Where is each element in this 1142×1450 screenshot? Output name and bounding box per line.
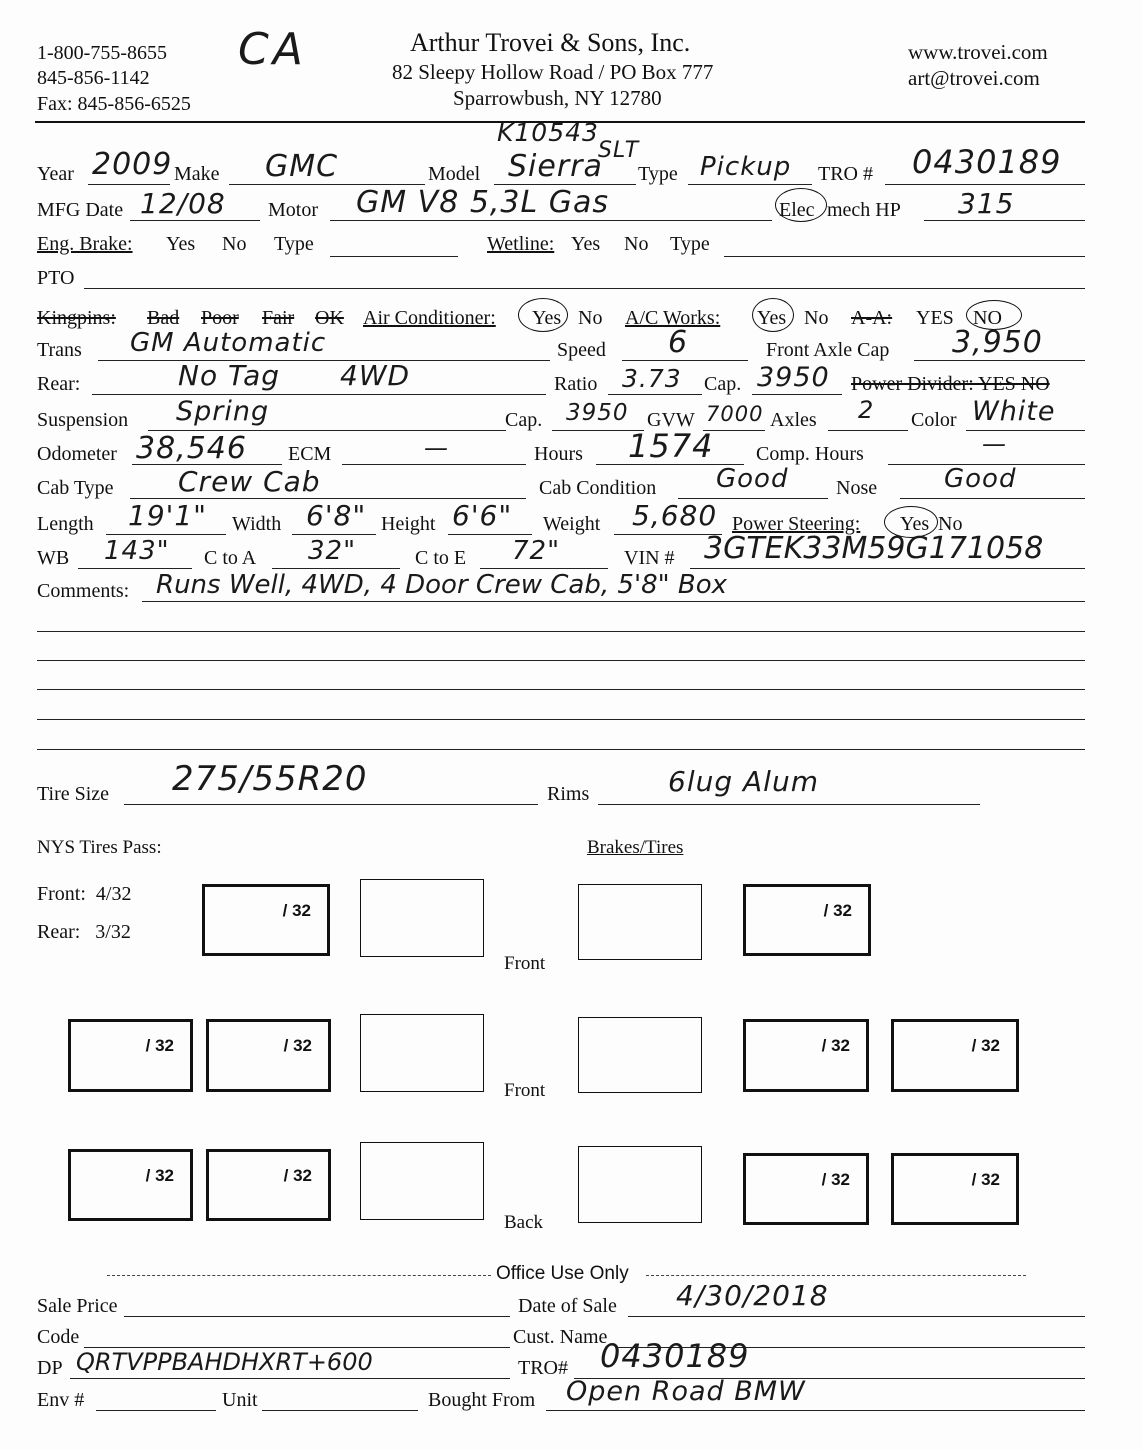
model-code: K10543 — [497, 118, 599, 147]
width-line — [292, 534, 376, 535]
tire-box-mid-left-outer[interactable] — [68, 1019, 193, 1092]
comments-line-1 — [142, 601, 1085, 602]
speed-value[interactable]: 6 — [668, 325, 689, 360]
tire-box-back-left-inner[interactable] — [206, 1149, 331, 1221]
comp-hours-label: Comp. Hours — [756, 443, 864, 465]
office-use-only-heading: Office Use Only — [496, 1263, 629, 1284]
motor-line — [330, 220, 772, 221]
company-name: Arthur Trovei & Sons, Inc. — [410, 28, 691, 57]
office-divider-right — [646, 1275, 1026, 1276]
susp-cap-label: Cap. — [505, 409, 543, 431]
length-value[interactable]: 19'1" — [128, 499, 208, 532]
mfg-date-label: MFG Date — [37, 199, 124, 221]
trans-value[interactable]: GM Automatic — [130, 328, 327, 358]
vin-line — [690, 568, 1085, 569]
tro-line — [885, 184, 1085, 185]
phone-1: 1-800-755-8655 — [37, 42, 167, 64]
axles-value[interactable]: 2 — [858, 396, 875, 424]
c-to-a-label: C to A — [204, 547, 257, 569]
office-divider-left — [107, 1275, 491, 1276]
kingpins-label: Kingpins: — [37, 307, 116, 329]
ac-works-yes[interactable]: Yes — [757, 307, 787, 329]
bought-from-line — [546, 1410, 1085, 1411]
ac-no[interactable]: No — [578, 307, 603, 329]
brake-box-front-left[interactable] — [360, 879, 484, 957]
power-steering-no[interactable]: No — [938, 513, 963, 535]
front-label-1: Front — [504, 953, 546, 974]
height-label: Height — [381, 513, 436, 535]
model-label: Model — [428, 163, 481, 185]
eng-brake-yes[interactable]: Yes — [166, 233, 196, 255]
year-line — [88, 184, 170, 185]
motor-value[interactable]: GM V8 5,3L Gas — [356, 185, 610, 220]
bought-from-value[interactable]: Open Road BMW — [566, 1376, 806, 1407]
per32-label: / 32 — [282, 901, 311, 920]
nose-value[interactable]: Good — [944, 464, 1017, 494]
ac-works-no[interactable]: No — [804, 307, 829, 329]
per32-label: / 32 — [145, 1036, 174, 1055]
pto-label: PTO — [37, 267, 75, 289]
elec-label: Elec — [779, 199, 815, 221]
nose-line — [900, 498, 1085, 499]
tire-box-back-right-inner[interactable] — [743, 1153, 869, 1225]
tire-size-label: Tire Size — [37, 783, 110, 805]
date-of-sale-label: Date of Sale — [518, 1295, 617, 1317]
kingpins-ok[interactable]: OK — [315, 307, 344, 329]
motor-label: Motor — [268, 199, 318, 221]
tire-box-front-left[interactable] — [202, 884, 330, 956]
sale-price-label: Sale Price — [37, 1295, 118, 1317]
ratio-line — [608, 394, 702, 395]
width-label: Width — [232, 513, 282, 535]
comments-line-6 — [37, 749, 1085, 750]
type-line — [688, 184, 812, 185]
wb-line — [78, 568, 192, 569]
date-of-sale-line — [628, 1316, 1085, 1317]
front-axle-cap-line — [914, 360, 1085, 361]
env-line — [96, 1410, 216, 1411]
tire-box-back-right-outer[interactable] — [891, 1153, 1019, 1225]
wetline-type-label: Type — [670, 233, 710, 255]
vin-value[interactable]: 3GTEK33M59G171058 — [704, 531, 1044, 566]
speed-label: Speed — [557, 339, 606, 361]
company-address-2: Sparrowbush, NY 12780 — [453, 86, 662, 110]
cab-type-value[interactable]: Crew Cab — [178, 465, 321, 498]
company-address-1: 82 Sleepy Hollow Road / PO Box 777 — [392, 60, 714, 84]
tro2-label: TRO# — [518, 1357, 568, 1379]
ratio-label: Ratio — [554, 373, 598, 395]
wb-value[interactable]: 143" — [104, 536, 170, 566]
per32-label: / 32 — [971, 1170, 1000, 1189]
weight-label: Weight — [543, 513, 601, 535]
front-axle-cap-value[interactable]: 3,950 — [952, 325, 1043, 360]
comments-line-4 — [37, 689, 1085, 690]
axles-label: Axles — [770, 409, 817, 431]
aa-yes[interactable]: YES — [916, 307, 954, 329]
mech-hp-label: mech HP — [827, 199, 901, 221]
rear-line — [92, 394, 546, 395]
wetline-yes[interactable]: Yes — [571, 233, 601, 255]
ecm-line — [342, 464, 526, 465]
comments-line-3 — [37, 660, 1085, 661]
date-of-sale-value[interactable]: 4/30/2018 — [676, 1279, 829, 1312]
cab-condition-label: Cab Condition — [539, 477, 657, 499]
cab-type-label: Cab Type — [37, 477, 114, 499]
comments-label: Comments: — [37, 580, 130, 602]
eng-brake-no[interactable]: No — [222, 233, 247, 255]
power-divider-label: Power Divider: YES NO — [851, 373, 1050, 395]
mfg-date-line — [130, 220, 260, 221]
comp-hours-value[interactable]: — — [982, 430, 1007, 458]
rear-cap-line — [752, 394, 842, 395]
gvw-label: GVW — [647, 409, 695, 431]
comments-line-2 — [37, 631, 1085, 632]
type-label: Type — [638, 163, 678, 185]
c-to-e-value[interactable]: 72" — [512, 536, 561, 566]
brake-box-mid-right[interactable] — [578, 1017, 702, 1093]
eng-brake-type-label: Type — [274, 233, 314, 255]
fax-number: Fax: 845-856-6525 — [37, 93, 191, 115]
model-trim: SLT — [598, 138, 640, 163]
trans-line — [98, 360, 550, 361]
gvw-value[interactable]: 7000 — [706, 402, 764, 426]
type-value[interactable]: Pickup — [700, 152, 792, 182]
rear-tread-requirement: Rear: 3/32 — [37, 921, 131, 943]
c-to-e-line — [480, 568, 608, 569]
email: art@trovei.com — [908, 66, 1040, 90]
brakes-tires-label: Brakes/Tires — [587, 837, 684, 858]
kingpins-poor[interactable]: Poor — [201, 307, 239, 329]
pto-line — [84, 288, 1085, 289]
brake-box-front-right[interactable] — [578, 884, 702, 960]
unit-line — [262, 1410, 418, 1411]
tire-box-mid-left-inner[interactable] — [206, 1019, 331, 1092]
height-line — [448, 534, 532, 535]
comments-line-5 — [37, 719, 1085, 720]
per32-label: / 32 — [823, 901, 852, 920]
sale-price-line — [124, 1316, 510, 1317]
year-value[interactable]: 2009 — [92, 147, 173, 182]
nys-tires-pass-label: NYS Tires Pass: — [37, 837, 162, 858]
ac-works-label: A/C Works: — [625, 307, 721, 329]
susp-cap-value[interactable]: 3950 — [566, 400, 629, 426]
rear-drive-value[interactable]: 4WD — [340, 359, 411, 392]
ecm-label: ECM — [288, 443, 332, 465]
aa-label: A-A: — [851, 307, 893, 329]
suspension-value[interactable]: Spring — [176, 396, 270, 427]
tire-box-mid-right-outer[interactable] — [891, 1019, 1019, 1092]
per32-label: / 32 — [283, 1166, 312, 1185]
cust-name-label: Cust. Name — [513, 1326, 608, 1348]
width-value[interactable]: 6'8" — [306, 499, 367, 532]
front-tread-requirement: Front: 4/32 — [37, 883, 132, 905]
eng-brake-label: Eng. Brake: — [37, 233, 133, 255]
rear-label: Rear: — [37, 373, 81, 395]
aa-no[interactable]: NO — [973, 307, 1002, 329]
rear-value[interactable]: No Tag — [178, 359, 281, 392]
rims-value[interactable]: 6lug Alum — [668, 765, 819, 798]
kingpins-bad[interactable]: Bad — [147, 307, 180, 329]
unit-label: Unit — [222, 1389, 258, 1411]
brake-box-mid-left[interactable] — [360, 1014, 484, 1092]
env-label: Env # — [37, 1389, 85, 1411]
ecm-value[interactable]: — — [424, 434, 449, 462]
eng-brake-type-line — [330, 256, 458, 257]
weight-value[interactable]: 5,680 — [632, 499, 718, 532]
bought-from-label: Bought From — [428, 1389, 536, 1411]
rear-cap-label: Cap. — [704, 373, 742, 395]
ac-yes-circle — [518, 298, 568, 332]
tro2-value[interactable]: 0430189 — [600, 1337, 750, 1375]
hours-value[interactable]: 1574 — [628, 427, 714, 465]
c-to-a-line — [272, 568, 400, 569]
ac-works-yes-circle — [752, 298, 794, 332]
comments-value[interactable]: Runs Well, 4WD, 4 Door Crew Cab, 5'8" Box — [156, 570, 727, 600]
length-line — [106, 534, 226, 535]
odometer-value[interactable]: 38,546 — [136, 431, 247, 466]
mfg-date-value[interactable]: 12/08 — [140, 187, 226, 220]
rims-label: Rims — [547, 783, 590, 805]
c-to-a-value[interactable]: 32" — [308, 536, 357, 566]
air-conditioner-label: Air Conditioner: — [363, 307, 496, 329]
cab-condition-value[interactable]: Good — [716, 464, 789, 494]
wetline-type-line — [724, 256, 1085, 257]
color-value[interactable]: White — [972, 396, 1056, 427]
hp-value[interactable]: 315 — [958, 187, 1015, 220]
code-label: Code — [37, 1326, 80, 1348]
brake-box-back-left[interactable] — [360, 1142, 484, 1220]
ratio-value[interactable]: 3.73 — [622, 364, 682, 393]
dp-label: DP — [37, 1357, 63, 1379]
nose-label: Nose — [836, 477, 878, 499]
power-steering-yes[interactable]: Yes — [900, 513, 930, 535]
color-label: Color — [911, 409, 957, 431]
handwritten-mark: CA — [238, 24, 307, 75]
wetline-label: Wetline: — [487, 233, 555, 255]
odometer-label: Odometer — [37, 443, 117, 465]
per32-label: / 32 — [821, 1170, 850, 1189]
elec-circle — [775, 188, 827, 222]
website: www.trovei.com — [908, 40, 1048, 64]
dp-value[interactable]: QRTVPPBAHDHXRT+600 — [76, 1348, 373, 1376]
per32-label: / 32 — [145, 1166, 174, 1185]
year-label: Year — [37, 163, 74, 185]
speed-line — [622, 360, 748, 361]
front-label-2: Front — [504, 1080, 546, 1101]
wb-label: WB — [37, 547, 70, 569]
c-to-e-label: C to E — [415, 547, 467, 569]
per32-label: / 32 — [971, 1036, 1000, 1055]
per32-label: / 32 — [283, 1036, 312, 1055]
kingpins-fair[interactable]: Fair — [262, 307, 295, 329]
wetline-no[interactable]: No — [624, 233, 649, 255]
rims-line — [598, 804, 980, 805]
brake-box-back-right[interactable] — [578, 1146, 702, 1223]
height-value[interactable]: 6'6" — [452, 499, 513, 532]
per32-label: / 32 — [821, 1036, 850, 1055]
tire-box-mid-right-inner[interactable] — [743, 1019, 869, 1092]
suspension-label: Suspension — [37, 409, 129, 431]
axles-line — [828, 430, 908, 431]
back-label: Back — [504, 1212, 544, 1233]
length-label: Length — [37, 513, 94, 535]
model-value[interactable]: Sierra — [508, 149, 603, 184]
phone-2: 845-856-1142 — [37, 67, 150, 89]
make-label: Make — [174, 163, 220, 185]
tire-box-front-right[interactable] — [743, 884, 871, 956]
rear-cap-value[interactable]: 3950 — [757, 362, 830, 393]
tire-size-line — [124, 804, 538, 805]
tro-label: TRO # — [818, 163, 873, 185]
power-steering-label: Power Steering: — [732, 513, 861, 535]
hours-label: Hours — [534, 443, 583, 465]
make-value[interactable]: GMC — [265, 149, 339, 184]
tro-value[interactable]: 0430189 — [912, 143, 1062, 181]
ac-yes[interactable]: Yes — [532, 307, 562, 329]
hp-line — [924, 220, 1085, 221]
vin-label: VIN # — [624, 547, 675, 569]
trans-label: Trans — [37, 339, 82, 361]
front-axle-cap-label: Front Axle Cap — [766, 339, 890, 361]
dp-line — [70, 1378, 510, 1379]
tire-size-value[interactable]: 275/55R20 — [172, 759, 368, 799]
tire-box-back-left-outer[interactable] — [68, 1149, 193, 1221]
